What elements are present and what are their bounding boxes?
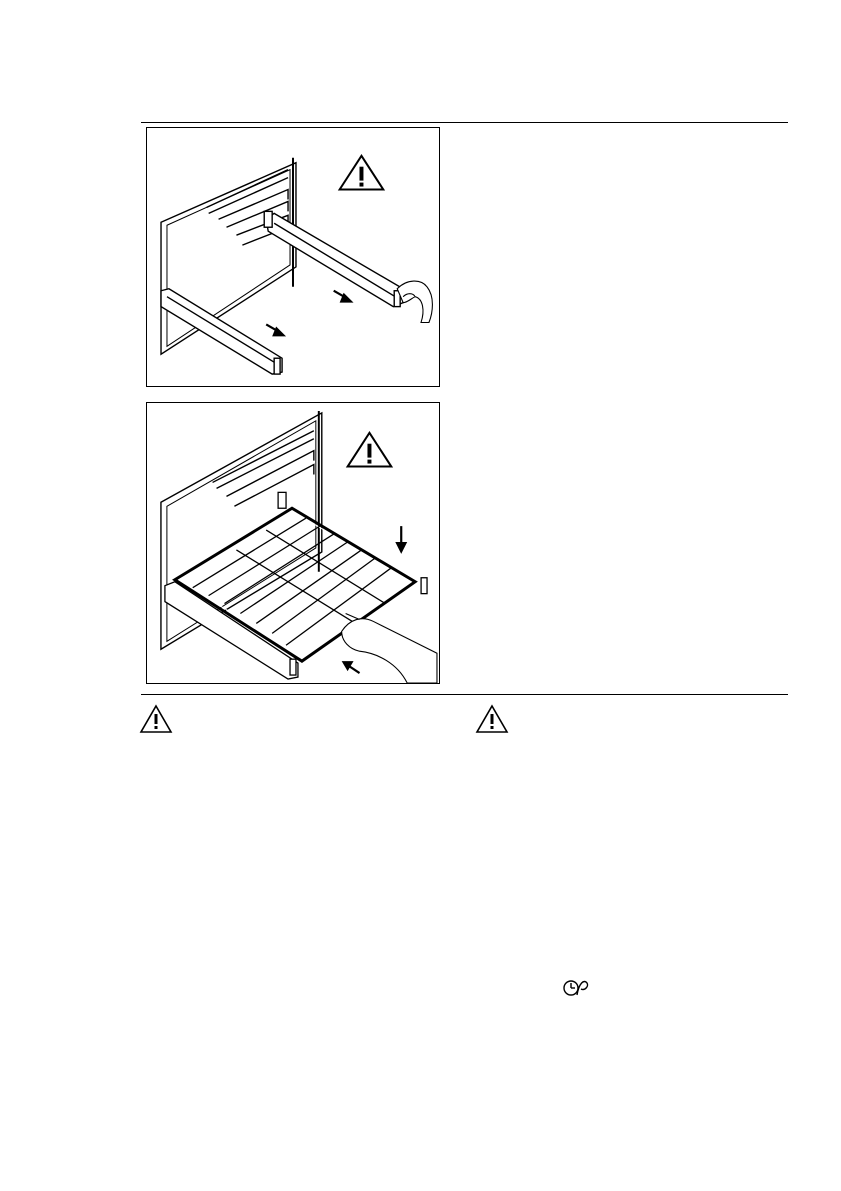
warning-triangle-icon [475, 704, 509, 734]
arrow-icon [266, 324, 286, 336]
warning-triangle-icon [139, 704, 173, 734]
arrow-icon [334, 291, 354, 303]
figure-1-drawing [147, 128, 439, 386]
warning-note-left [139, 704, 173, 734]
arrow-icon [342, 661, 360, 673]
arrow-icon [395, 526, 407, 554]
figure-telescopic-runners [146, 127, 440, 387]
clock-symbol-icon [562, 977, 590, 1004]
hand-icon [342, 613, 437, 683]
figure-wire-shelf [146, 402, 440, 684]
top-rule [141, 122, 788, 123]
warning-triangle-icon [348, 433, 392, 467]
hand-icon [397, 281, 432, 322]
telescopic-runner-icon [264, 211, 403, 306]
section-rule [141, 694, 788, 695]
telescopic-runner-icon [161, 289, 282, 374]
figure-2-drawing [147, 403, 439, 683]
warning-note-right [475, 704, 509, 734]
warning-triangle-icon [340, 156, 384, 190]
